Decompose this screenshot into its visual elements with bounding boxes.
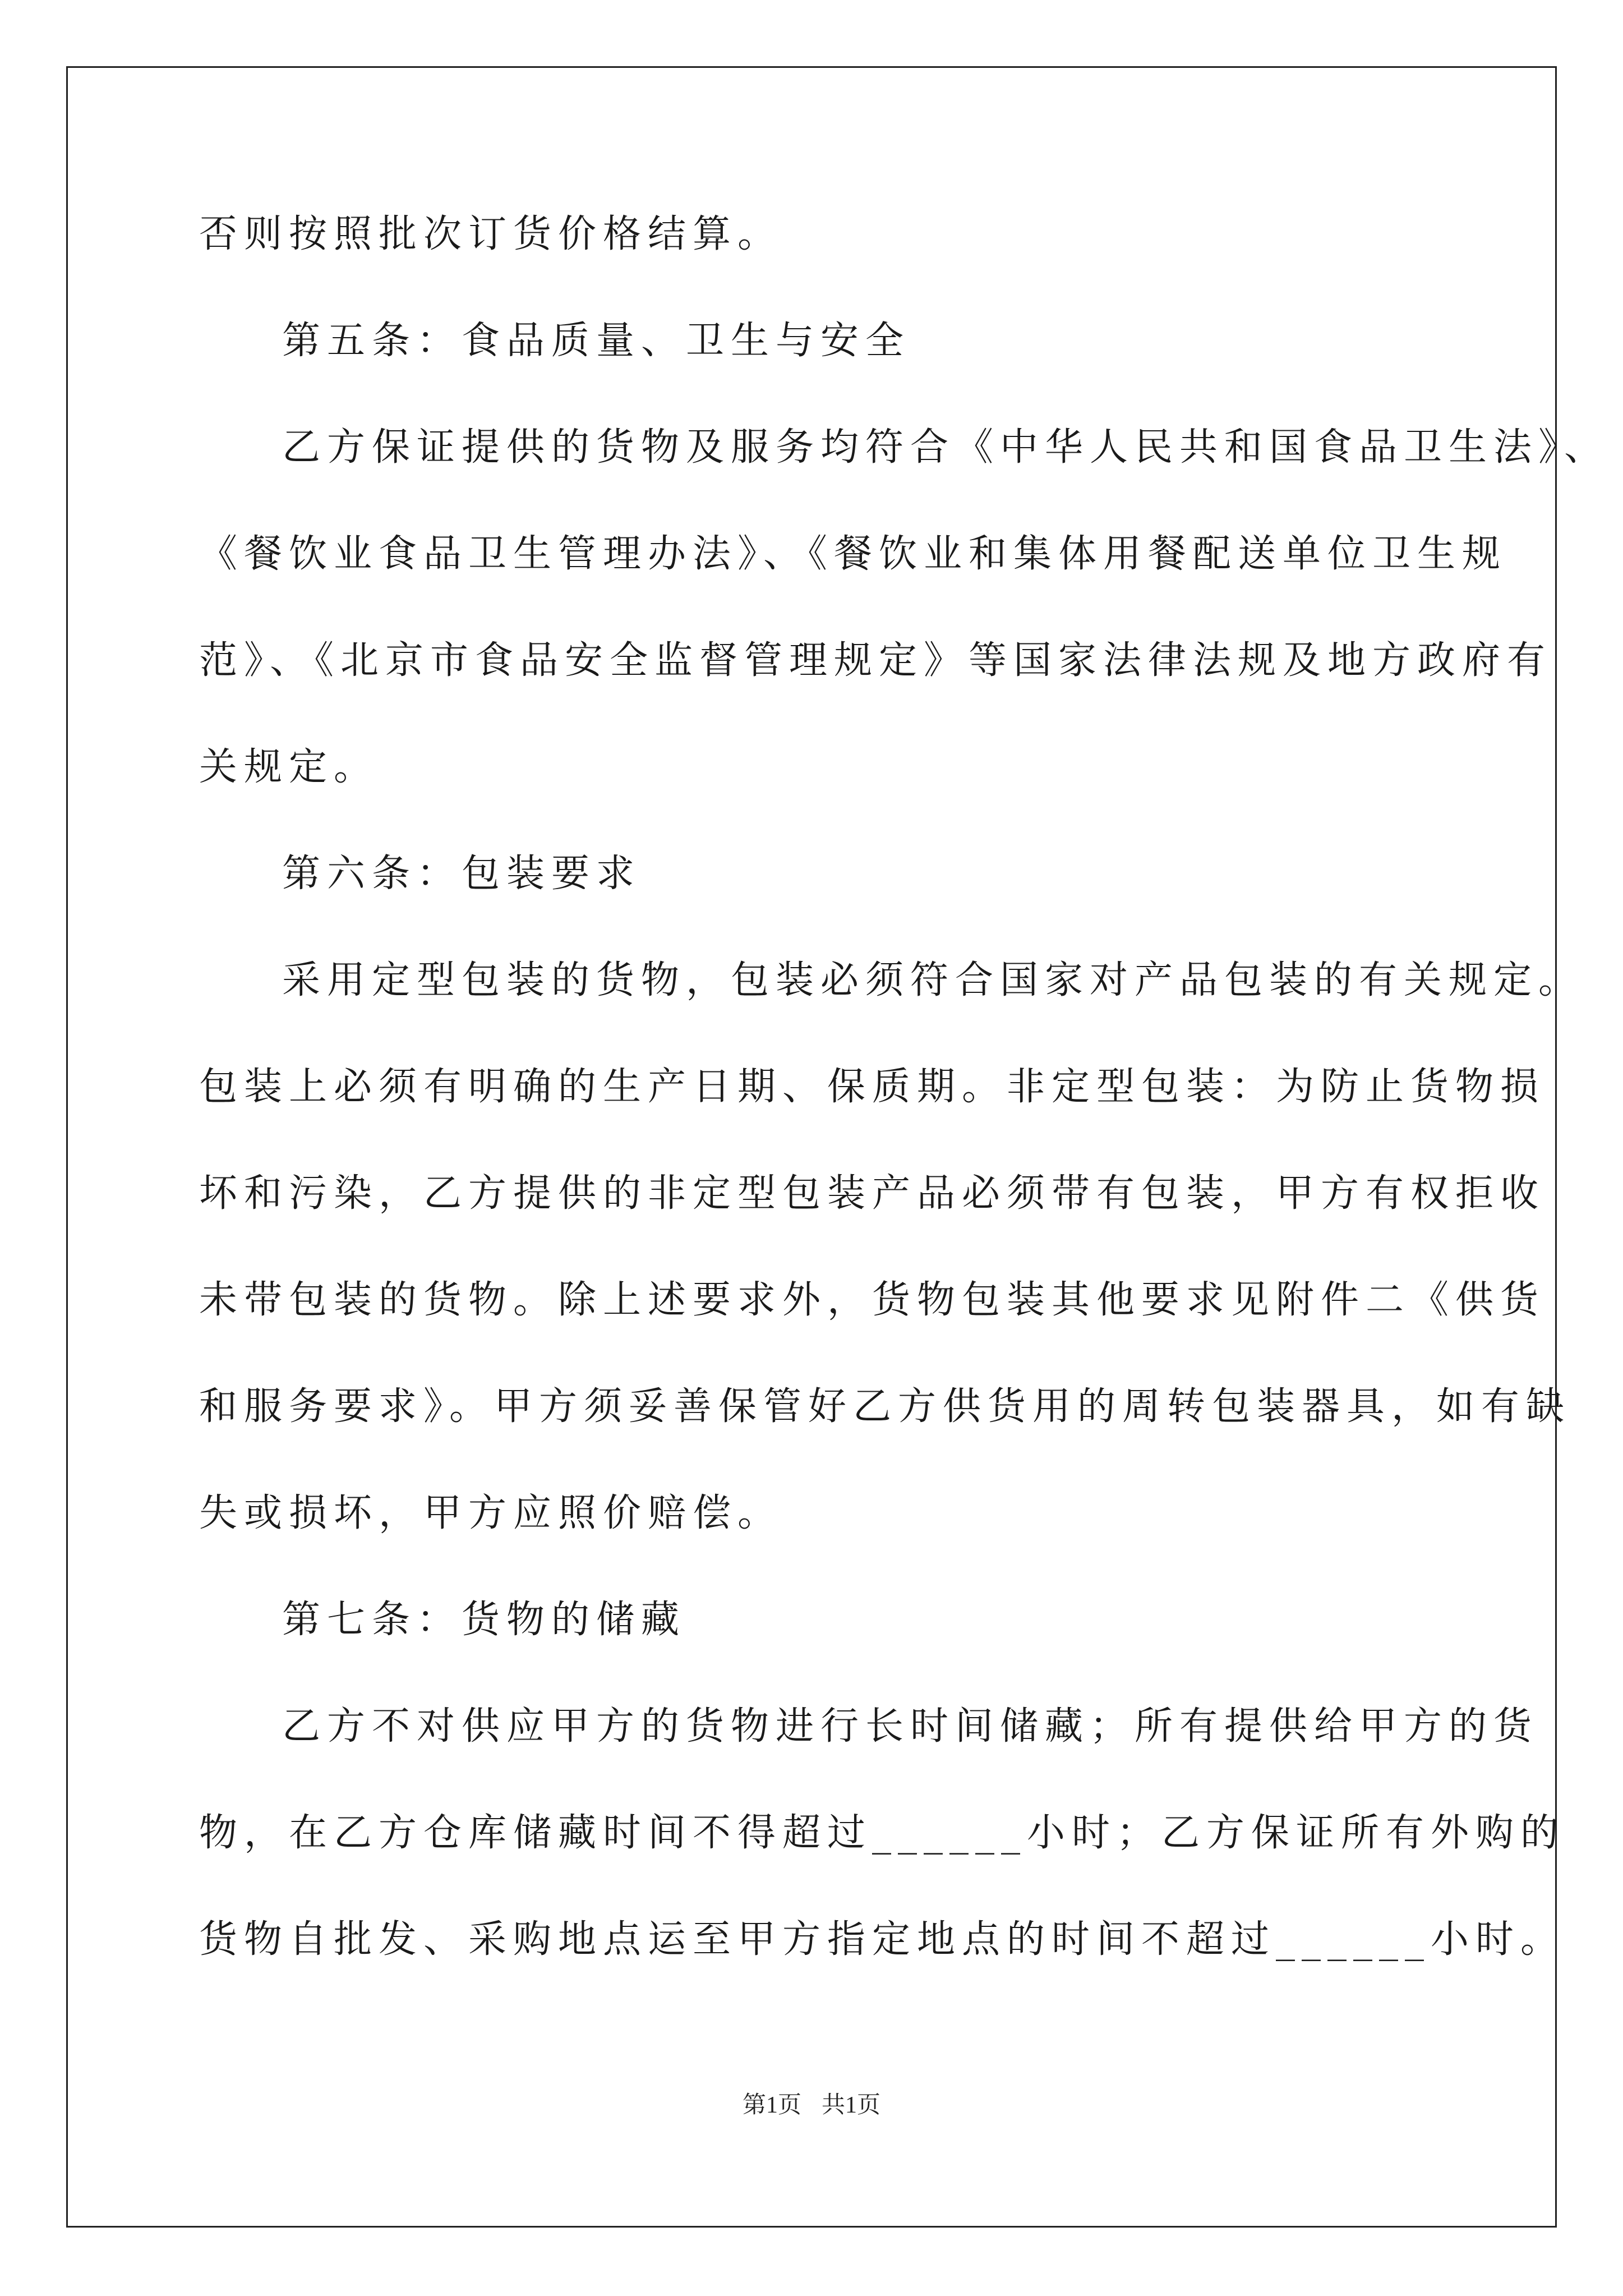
text-line: 采用定型包装的货物，包装必须符合国家对产品包装的有关规定。 bbox=[282, 958, 1584, 1002]
text-line: 乙方不对供应甲方的货物进行长时间储藏；所有提供给甲方的货 bbox=[282, 1704, 1539, 1749]
page-number: 第1页 bbox=[742, 2092, 801, 2118]
section-heading-6: 第六条：包装要求 bbox=[282, 852, 642, 896]
text-line: 货物自批发、采购地点运至甲方指定地点的时间不超过______小时。 bbox=[199, 1917, 1566, 1962]
page-total: 共1页 bbox=[822, 2092, 881, 2118]
page-footer bbox=[0, 2091, 1623, 2119]
text-line: 物，在乙方仓库储藏时间不得超过______小时；乙方保证所有外购的 bbox=[199, 1811, 1566, 1855]
text-line: 《餐饮业食品卫生管理办法》、《餐饮业和集体用餐配送单位卫生规 bbox=[199, 532, 1507, 576]
page-border bbox=[66, 66, 1557, 2228]
section-heading-5: 第五条：食品质量、卫生与安全 bbox=[282, 319, 911, 363]
text-line: 范》、《北京市食品安全监督管理规定》等国家法律法规及地方政府有 bbox=[199, 638, 1552, 683]
text-line: 未带包装的货物。除上述要求外，货物包装其他要求见附件二《供货 bbox=[199, 1278, 1546, 1322]
text-line: 和服务要求》。甲方须妥善保管好乙方供货用的周转包装器具，如有缺 bbox=[199, 1384, 1571, 1429]
text-line: 否则按照批次订货价格结算。 bbox=[199, 212, 783, 256]
text-line: 包装上必须有明确的生产日期、保质期。非定型包装：为防止货物损 bbox=[199, 1065, 1546, 1109]
text-line: 乙方保证提供的货物及服务均符合《中华人民共和国食品卫生法》、 bbox=[282, 425, 1610, 470]
text-line: 关规定。 bbox=[199, 745, 379, 789]
text-line: 失或损坏，甲方应照价赔偿。 bbox=[199, 1491, 783, 1535]
section-heading-7: 第七条：货物的储藏 bbox=[282, 1598, 686, 1642]
text-line: 坏和污染，乙方提供的非定型包装产品必须带有包装，甲方有权拒收 bbox=[199, 1171, 1546, 1216]
